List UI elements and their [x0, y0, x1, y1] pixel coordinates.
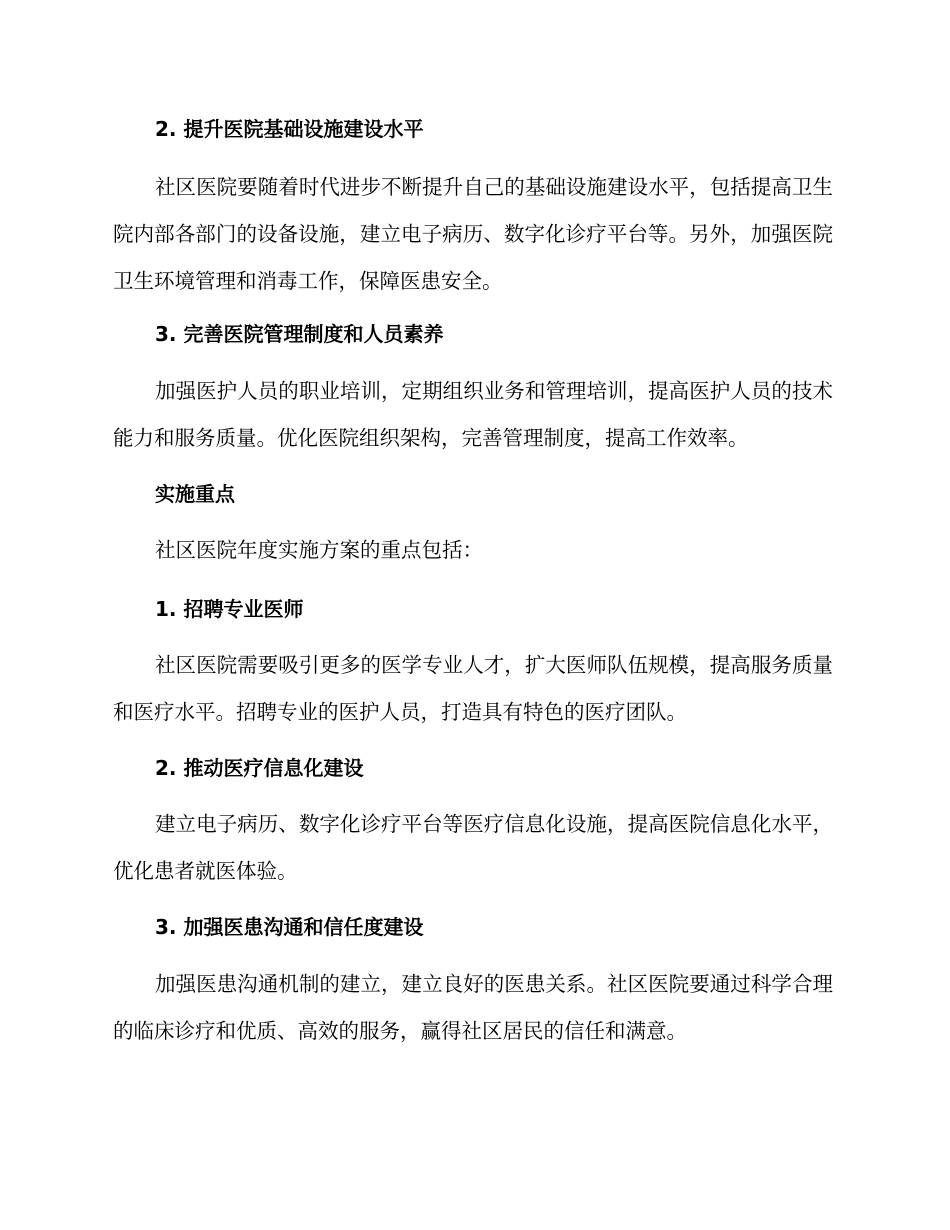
section-heading-key-points: 实施重点	[155, 482, 235, 506]
section-heading-management: 3. 完善医院管理制度和人员素养	[155, 322, 444, 346]
paragraph-infrastructure: 社区医院要随着时代进步不断提升自己的基础设施建设水平，包括提高卫生院内部各部门的设备设施，建立电子病历、数字化诊疗平台等。另外，加强医院卫生环境管理和消毒工作，保障医患安全。	[113, 175, 833, 293]
paragraph-key-points-intro: 社区医院年度实施方案的重点包括：	[155, 538, 483, 562]
paragraph-recruit: 社区医院需要吸引更多的医学专业人才，扩大医师队伍规模，提高服务质量和医疗水平。招聘专业的医护人员，打造具有特色的医疗团队。	[113, 653, 833, 724]
section-heading-recruit: 1. 招聘专业医师	[155, 597, 304, 621]
paragraph-management: 加强医护人员的职业培训，定期组织业务和管理培训，提高医护人员的技术能力和服务质量。优化医院组织架构，完善管理制度，提高工作效率。	[113, 379, 833, 450]
section-heading-communication: 3. 加强医患沟通和信任度建设	[155, 915, 424, 939]
paragraph-communication: 加强医患沟通机制的建立，建立良好的医患关系。社区医院要通过科学合理的临床诊疗和优质、高效的服务，赢得社区居民的信任和满意。	[113, 972, 833, 1043]
paragraph-informatization: 建立电子病历、数字化诊疗平台等医疗信息化设施，提高医院信息化水平，优化患者就医体验。	[113, 812, 833, 883]
section-heading-informatization: 2. 推动医疗信息化建设	[155, 756, 364, 780]
section-heading-infrastructure: 2. 提升医院基础设施建设水平	[155, 117, 424, 141]
